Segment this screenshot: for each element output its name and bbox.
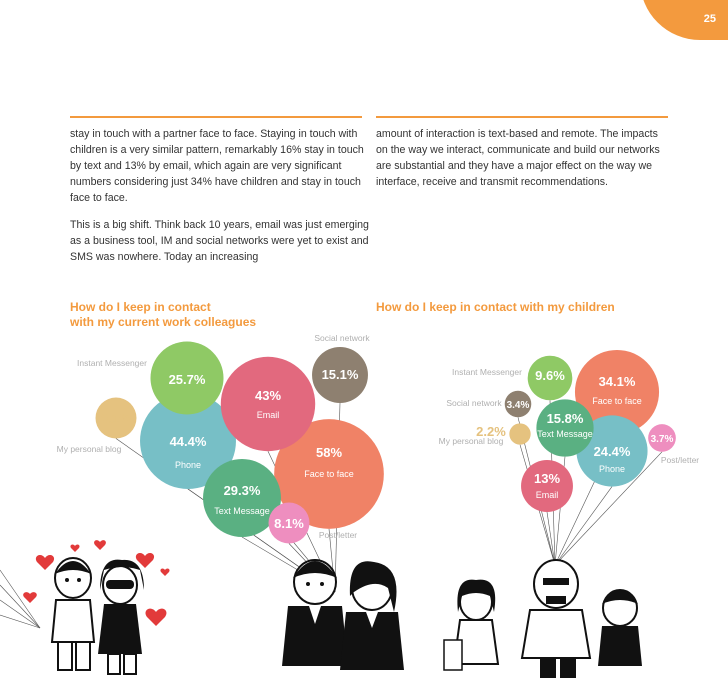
bubble-value: 15.8%: [546, 411, 584, 426]
bubble-label: Email: [256, 410, 280, 420]
bubble-label: Face to face: [304, 469, 354, 479]
bubble-label: Post/letter: [318, 530, 358, 540]
heart-icon: [70, 545, 79, 552]
bubble-value: 44.4%: [169, 434, 207, 449]
heart-icon: [36, 555, 54, 570]
bubble-label: Social network: [314, 333, 370, 343]
heart-icon: [94, 540, 106, 550]
paragraph: amount of interaction is text-based and remote. The impacts on the way we interact, communicate and build our networks are substantial and they have a major effect on the way we interface, receive and transmit recommendations.: [376, 128, 660, 188]
heart-icon: [160, 569, 169, 576]
couple-illustration: [0, 558, 144, 674]
chart-title-line: How do I keep in contact: [70, 300, 211, 314]
bubble-label: Text Message: [537, 429, 593, 439]
bubble-label: Text Message: [214, 506, 270, 516]
bubble-label: My personal blog: [438, 436, 504, 446]
bubble-label: Phone: [174, 460, 202, 470]
bubble-value: 34.1%: [598, 374, 636, 389]
bubble-value: 25.7%: [168, 372, 206, 387]
bubble-label: Instant Messenger: [77, 358, 147, 368]
bubble-value: 29.3%: [223, 483, 261, 498]
page-number: 25: [703, 13, 716, 25]
bubble-value: 43%: [254, 388, 282, 403]
paragraph: stay in touch with a partner face to face. Staying in touch with children is a very similar pattern, remarkably 16% stay in touch by text and 13% by email, which again are very significant numbers considering just 34% have children and stay in touch face to face.: [70, 128, 364, 204]
heart-icon: [23, 592, 37, 603]
paragraph: This is a big shift. Think back 10 years, email was just emerging as a business tool, IM and social networks were yet to exist and SMS was nowhere. Today an increasing: [70, 219, 369, 263]
bubble-value: 58%: [315, 445, 343, 460]
bubble: [221, 357, 315, 451]
bubble-label: Face to face: [592, 396, 642, 406]
bubble-label: My personal blog: [56, 444, 122, 454]
bubble-label: Email: [535, 490, 559, 500]
chart-title-line: with my current work colleagues: [70, 315, 257, 329]
colleagues-illustration: [282, 560, 404, 670]
bubble-value: 3.7%: [650, 434, 674, 445]
bubble: [509, 423, 530, 444]
bubble-label: Instant Messenger: [452, 367, 522, 377]
bubble-value: 8.1%: [101, 411, 131, 426]
heart-icon: [146, 609, 167, 626]
family-illustration: [444, 560, 642, 678]
heart-icon: [136, 553, 154, 568]
bubble-value: 3.4%: [506, 400, 530, 411]
bubble-value: 8.1%: [274, 516, 304, 531]
bubble-label: Post/letter: [660, 455, 700, 465]
bubble-value: 13%: [533, 471, 561, 486]
hearts-decoration: [23, 540, 169, 626]
bubble: [536, 399, 593, 456]
bubble-value: 15.1%: [321, 367, 359, 382]
chart-title-children: How do I keep in contact with my children: [376, 300, 615, 314]
bubble-label: Phone: [598, 464, 626, 474]
bubble-value: 2.2%: [476, 424, 506, 439]
bubble: [521, 460, 573, 512]
bubble-value: 9.6%: [535, 368, 565, 383]
bubble-label: Social network: [446, 398, 502, 408]
bubble-layer: [57, 333, 700, 543]
bubble-value: 24.4%: [593, 444, 631, 459]
